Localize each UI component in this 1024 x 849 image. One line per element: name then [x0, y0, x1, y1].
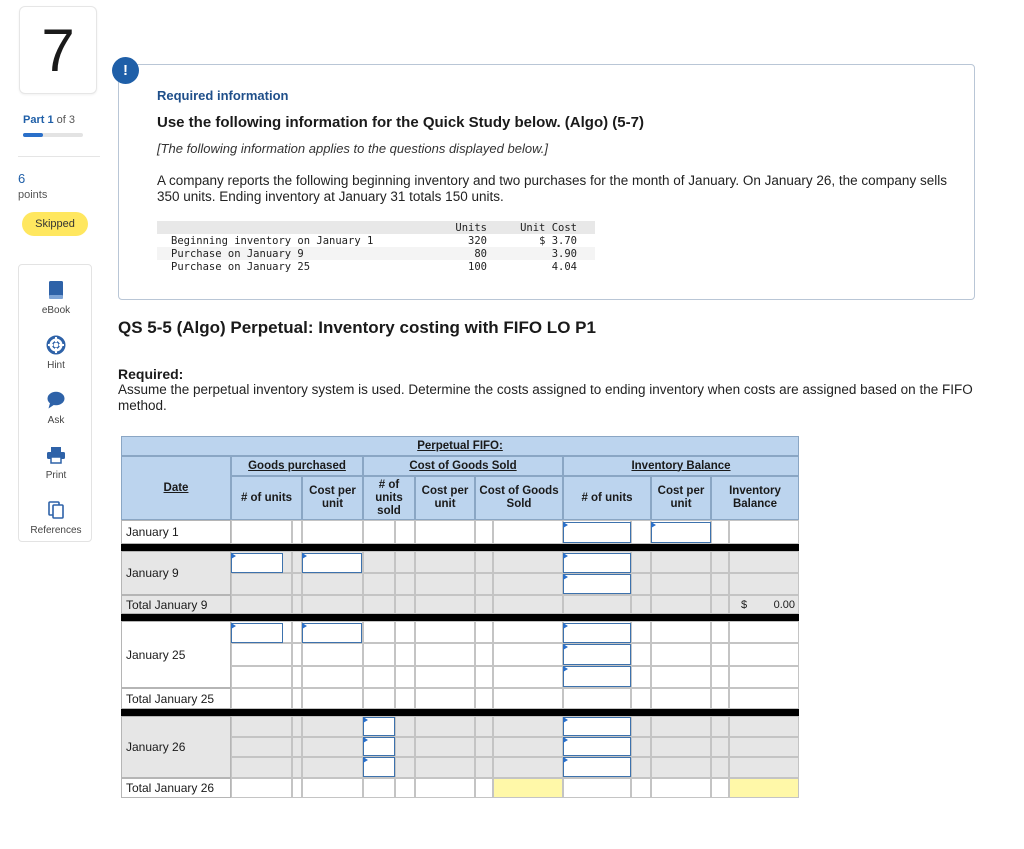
ib-units-header: # of units: [563, 476, 651, 520]
input-ib-units-jan26-b[interactable]: [563, 737, 631, 756]
grid-cell: [493, 643, 563, 665]
grid-cell: [415, 621, 475, 643]
chat-bubble-icon: [46, 389, 66, 411]
grid-cell: [651, 716, 711, 737]
row-separator: [121, 709, 799, 716]
hint-button[interactable]: [19, 326, 93, 378]
goods-purchased-header: [231, 456, 363, 476]
input-ib-units-jan9-a[interactable]: [563, 553, 631, 573]
grid-cell: [231, 573, 292, 595]
grid-cell: [651, 778, 711, 798]
part-progress-bar: [23, 133, 83, 137]
grid-cell: [302, 688, 363, 709]
grid-cell: [651, 737, 711, 758]
grid-cell: [231, 716, 292, 737]
sidebar-divider: [18, 156, 100, 157]
grid-cell: [292, 757, 302, 778]
alert-icon: !: [112, 57, 139, 84]
grid-cell: [415, 688, 475, 709]
input-gp-units-jan9[interactable]: [231, 553, 283, 573]
grid-cell: [493, 688, 563, 709]
tools-panel: [18, 264, 92, 542]
cogs-units-header: # of units sold: [363, 476, 415, 520]
grid-cell: [711, 520, 729, 544]
part-indicator: [23, 114, 75, 126]
cogs-cost-header: Cost per unit: [415, 476, 475, 520]
row-cost: 4.04: [551, 260, 577, 273]
balance-value: 0.00: [773, 598, 795, 611]
row-separator: [121, 544, 799, 551]
references-button[interactable]: [19, 491, 93, 543]
grid-cell: [395, 595, 415, 614]
part-current: 1: [47, 114, 54, 126]
status-badge: Skipped: [22, 212, 88, 236]
grid-cell: [292, 688, 302, 709]
part-progress-fill: [23, 133, 43, 137]
row-label-january-1: January 1: [121, 520, 231, 544]
input-gp-units-jan25[interactable]: [231, 623, 283, 643]
grid-cell: [475, 551, 493, 573]
grid-cell: [651, 621, 711, 643]
grid-cell: [729, 716, 799, 737]
grid-cell: [475, 621, 493, 643]
grid-cell: [415, 778, 475, 798]
book-icon: [48, 279, 64, 301]
row-label-january-25: January 25: [121, 621, 231, 688]
grid-cell: [302, 757, 363, 778]
grid-cell: [395, 573, 415, 595]
input-cogs-units-jan26-b[interactable]: [363, 737, 395, 756]
grid-cell: [711, 595, 729, 614]
grid-cell: [302, 666, 363, 688]
grid-cell: [493, 757, 563, 778]
part-word: Part: [23, 114, 45, 126]
references-label: References: [30, 525, 82, 536]
grid-cell: [563, 595, 631, 614]
ebook-label: eBook: [41, 305, 71, 316]
grid-cell: [292, 666, 302, 688]
grid-cell: [395, 757, 415, 778]
points-value: 6: [18, 171, 26, 186]
grid-cell: [395, 688, 415, 709]
table-row: [157, 260, 595, 273]
input-cogs-units-jan26-a[interactable]: [363, 717, 395, 736]
grid-cell: [711, 778, 729, 798]
grid-cell: [302, 595, 363, 614]
grid-cell: [363, 621, 395, 643]
inventory-balance-header: [563, 456, 799, 476]
grid-cell: [231, 643, 292, 665]
grid-cell: [711, 757, 729, 778]
row-label: Purchase on January 25: [171, 260, 311, 273]
cogs-header: [363, 456, 563, 476]
row-label-january-26: January 26: [121, 716, 231, 778]
grid-cell: [651, 757, 711, 778]
grid-cell: [395, 520, 415, 544]
required-information-heading: Required information: [157, 88, 289, 103]
grid-cell: [631, 551, 651, 573]
inventory-header-cost: Unit Cost: [495, 221, 595, 234]
grid-cell: [415, 757, 475, 778]
part-of: of 3: [56, 114, 76, 126]
grid-cell: [292, 573, 302, 595]
grid-cell: [729, 621, 799, 643]
ask-label: Ask: [47, 415, 65, 426]
print-button[interactable]: [19, 436, 93, 488]
row-units: 80: [425, 247, 495, 260]
grid-cell: [475, 778, 493, 798]
grid-cell: [563, 688, 631, 709]
cogs-header-label: Cost of Goods Sold: [409, 459, 517, 472]
input-ib-units-jan9-b[interactable]: [563, 574, 631, 594]
grid-cell: [475, 643, 493, 665]
grid-cell: [475, 757, 493, 778]
grid-cell: [475, 716, 493, 737]
input-gp-cost-jan9[interactable]: [302, 553, 362, 573]
grid-cell: [302, 573, 363, 595]
grid-cell: [651, 666, 711, 688]
question-number: 7: [19, 6, 97, 94]
input-ib-cost-jan1[interactable]: [651, 522, 711, 543]
row-units: 320: [468, 234, 487, 247]
grid-cell: [231, 737, 292, 758]
inventory-header-units: Units: [425, 221, 495, 234]
goods-purchased-label: Goods purchased: [248, 459, 346, 472]
required-text: Assume the perpetual inventory system is used. Determine the costs assigned to ending inventory when costs are assigned based on the FIFO method.: [118, 382, 973, 413]
currency-symbol: $: [741, 598, 748, 611]
info-title: Use the following information for the Quick Study below. (Algo) (5-7): [157, 114, 644, 131]
ib-total-header: Inventory Balance: [711, 476, 799, 520]
inventory-balance-label: Inventory Balance: [631, 459, 731, 472]
grid-cell: [631, 737, 651, 758]
fifo-title: Perpetual FIFO:: [417, 439, 503, 452]
grid-cell: [363, 643, 395, 665]
documents-icon: [46, 499, 66, 521]
grid-cell: [711, 621, 729, 643]
grid-cell: [292, 595, 302, 614]
row-label: Purchase on January 9: [157, 247, 425, 260]
grid-cell: [302, 643, 363, 665]
grid-cell: [363, 551, 395, 573]
grid-cell: [395, 621, 415, 643]
grid-cell: [729, 737, 799, 758]
grid-cell: [231, 666, 292, 688]
grid-cell: [493, 573, 563, 595]
table-row: [157, 234, 595, 247]
grid-cell: [651, 688, 711, 709]
grid-cell: [292, 778, 302, 798]
grid-cell: [231, 688, 292, 709]
grid-cell: [729, 666, 799, 688]
required-label: Required:: [118, 366, 184, 382]
row-cost: $ 3.70: [539, 234, 577, 247]
ib-cost-header: Cost per unit: [651, 476, 711, 520]
cogs-total-header: Cost of Goods Sold: [475, 476, 563, 520]
grid-cell: [711, 666, 729, 688]
grid-cell: [415, 551, 475, 573]
grid-cell: [493, 595, 563, 614]
row-label-january-9: January 9: [121, 551, 231, 595]
grid-cell: [729, 757, 799, 778]
row-label-total-january-26: Total January 26: [121, 778, 231, 798]
grid-cell: [395, 778, 415, 798]
gp-cost-header: Cost per unit: [302, 476, 363, 520]
row-label-total-january-25: Total January 25: [121, 688, 231, 709]
row-units: 100: [468, 260, 487, 273]
grid-cell: [729, 551, 799, 573]
grid-cell: [631, 757, 651, 778]
grid-cell: [711, 573, 729, 595]
print-label: Print: [45, 470, 67, 481]
grid-cell: [231, 520, 292, 544]
grid-cell: [729, 688, 799, 709]
grid-cell: [631, 595, 651, 614]
row-label: Beginning inventory on January 1: [171, 234, 374, 247]
gp-units-header: # of units: [231, 476, 302, 520]
grid-cell: [302, 778, 363, 798]
inventory-data-table: [157, 221, 595, 273]
grid-cell: [302, 520, 363, 544]
grid-cell: [711, 737, 729, 758]
grid-cell: [292, 520, 302, 544]
ebook-button[interactable]: [19, 271, 93, 323]
grid-cell: [729, 643, 799, 665]
grid-cell: [631, 716, 651, 737]
grid-cell: [395, 551, 415, 573]
date-header-label: Date: [163, 481, 189, 494]
input-ib-units-jan25-c[interactable]: [563, 666, 631, 687]
input-ib-units-jan26-c[interactable]: [563, 757, 631, 777]
grid-cell: [302, 737, 363, 758]
grid-cell: [493, 716, 563, 737]
grid-cell: [415, 573, 475, 595]
table-row: [157, 247, 595, 260]
grid-cell: [729, 520, 799, 544]
input-ib-units-jan26-a[interactable]: [563, 717, 631, 736]
grid-cell: [292, 551, 302, 573]
grid-cell: [231, 778, 292, 798]
inventory-table-header: [157, 221, 595, 234]
grid-cell: [395, 716, 415, 737]
grid-cell: [395, 666, 415, 688]
grid-cell: [231, 595, 292, 614]
row-separator: [121, 614, 799, 621]
grid-cell: [651, 643, 711, 665]
grid-cell: [651, 551, 711, 573]
grid-cell: [631, 666, 651, 688]
grid-cell: [651, 573, 711, 595]
grid-cell: [415, 716, 475, 737]
grid-cell: [415, 595, 475, 614]
grid-cell: [415, 643, 475, 665]
grid-cell: [475, 688, 493, 709]
input-ib-units-jan1[interactable]: [563, 522, 631, 543]
grid-cell: [415, 737, 475, 758]
row-label-total-january-9: Total January 9: [121, 595, 231, 614]
cogs-total-jan26-cell: [493, 778, 563, 798]
grid-cell: [475, 737, 493, 758]
grid-cell: [563, 778, 631, 798]
ask-button[interactable]: [19, 381, 93, 433]
inventory-header-label: [157, 221, 425, 234]
grid-cell: [631, 778, 651, 798]
grid-cell: [363, 778, 395, 798]
grid-cell: [493, 621, 563, 643]
grid-cell: [475, 573, 493, 595]
grid-cell: [363, 595, 395, 614]
grid-cell: [415, 520, 475, 544]
grid-cell: [631, 573, 651, 595]
grid-cell: [363, 666, 395, 688]
input-gp-cost-jan25[interactable]: [302, 623, 362, 643]
fifo-title-cell: [121, 436, 799, 456]
grid-cell: [475, 666, 493, 688]
grid-cell: [395, 737, 415, 758]
grid-cell: [292, 643, 302, 665]
grid-cell: [711, 643, 729, 665]
hint-label: Hint: [47, 360, 65, 371]
grid-cell: [651, 595, 711, 614]
grid-cell: [631, 688, 651, 709]
grid-cell: [493, 666, 563, 688]
grid-cell: [302, 716, 363, 737]
grid-cell: [415, 666, 475, 688]
grid-cell: [711, 716, 729, 737]
points-label: points: [18, 189, 48, 201]
lifebuoy-icon: [46, 334, 66, 356]
total-january-9-balance: [729, 596, 798, 613]
perpetual-fifo-worksheet: [121, 436, 799, 798]
grid-cell: [711, 551, 729, 573]
grid-cell: [395, 643, 415, 665]
grid-cell: [363, 573, 395, 595]
grid-cell: [363, 688, 395, 709]
grid-cell: [631, 621, 651, 643]
grid-cell: [711, 688, 729, 709]
grid-cell: [292, 716, 302, 737]
grid-cell: [493, 551, 563, 573]
input-ib-units-jan25-a[interactable]: [563, 623, 631, 643]
question-title: QS 5-5 (Algo) Perpetual: Inventory costing with FIFO LO P1: [118, 318, 596, 337]
input-ib-units-jan25-b[interactable]: [563, 644, 631, 665]
grid-cell: [631, 520, 651, 544]
grid-cell: [631, 643, 651, 665]
grid-cell: [292, 737, 302, 758]
grid-cell: [475, 595, 493, 614]
grid-cell: [292, 621, 302, 643]
printer-icon: [46, 444, 66, 466]
grid-cell: [475, 520, 493, 544]
date-header: [121, 456, 231, 520]
row-cost: 3.90: [495, 247, 595, 260]
grid-cell: [363, 520, 395, 544]
ib-total-jan26-cell: [729, 778, 799, 798]
input-cogs-units-jan26-c[interactable]: [363, 757, 395, 777]
grid-cell: [729, 573, 799, 595]
grid-cell: [231, 757, 292, 778]
info-paragraph: A company reports the following beginning inventory and two purchases for the month of January. On January 26, the company sells 350 units. Ending inventory at January 31 totals 150 units.: [157, 173, 947, 204]
info-note: [The following information applies to the questions displayed below.]: [157, 141, 548, 156]
grid-cell: [493, 520, 563, 544]
grid-cell: [493, 737, 563, 758]
